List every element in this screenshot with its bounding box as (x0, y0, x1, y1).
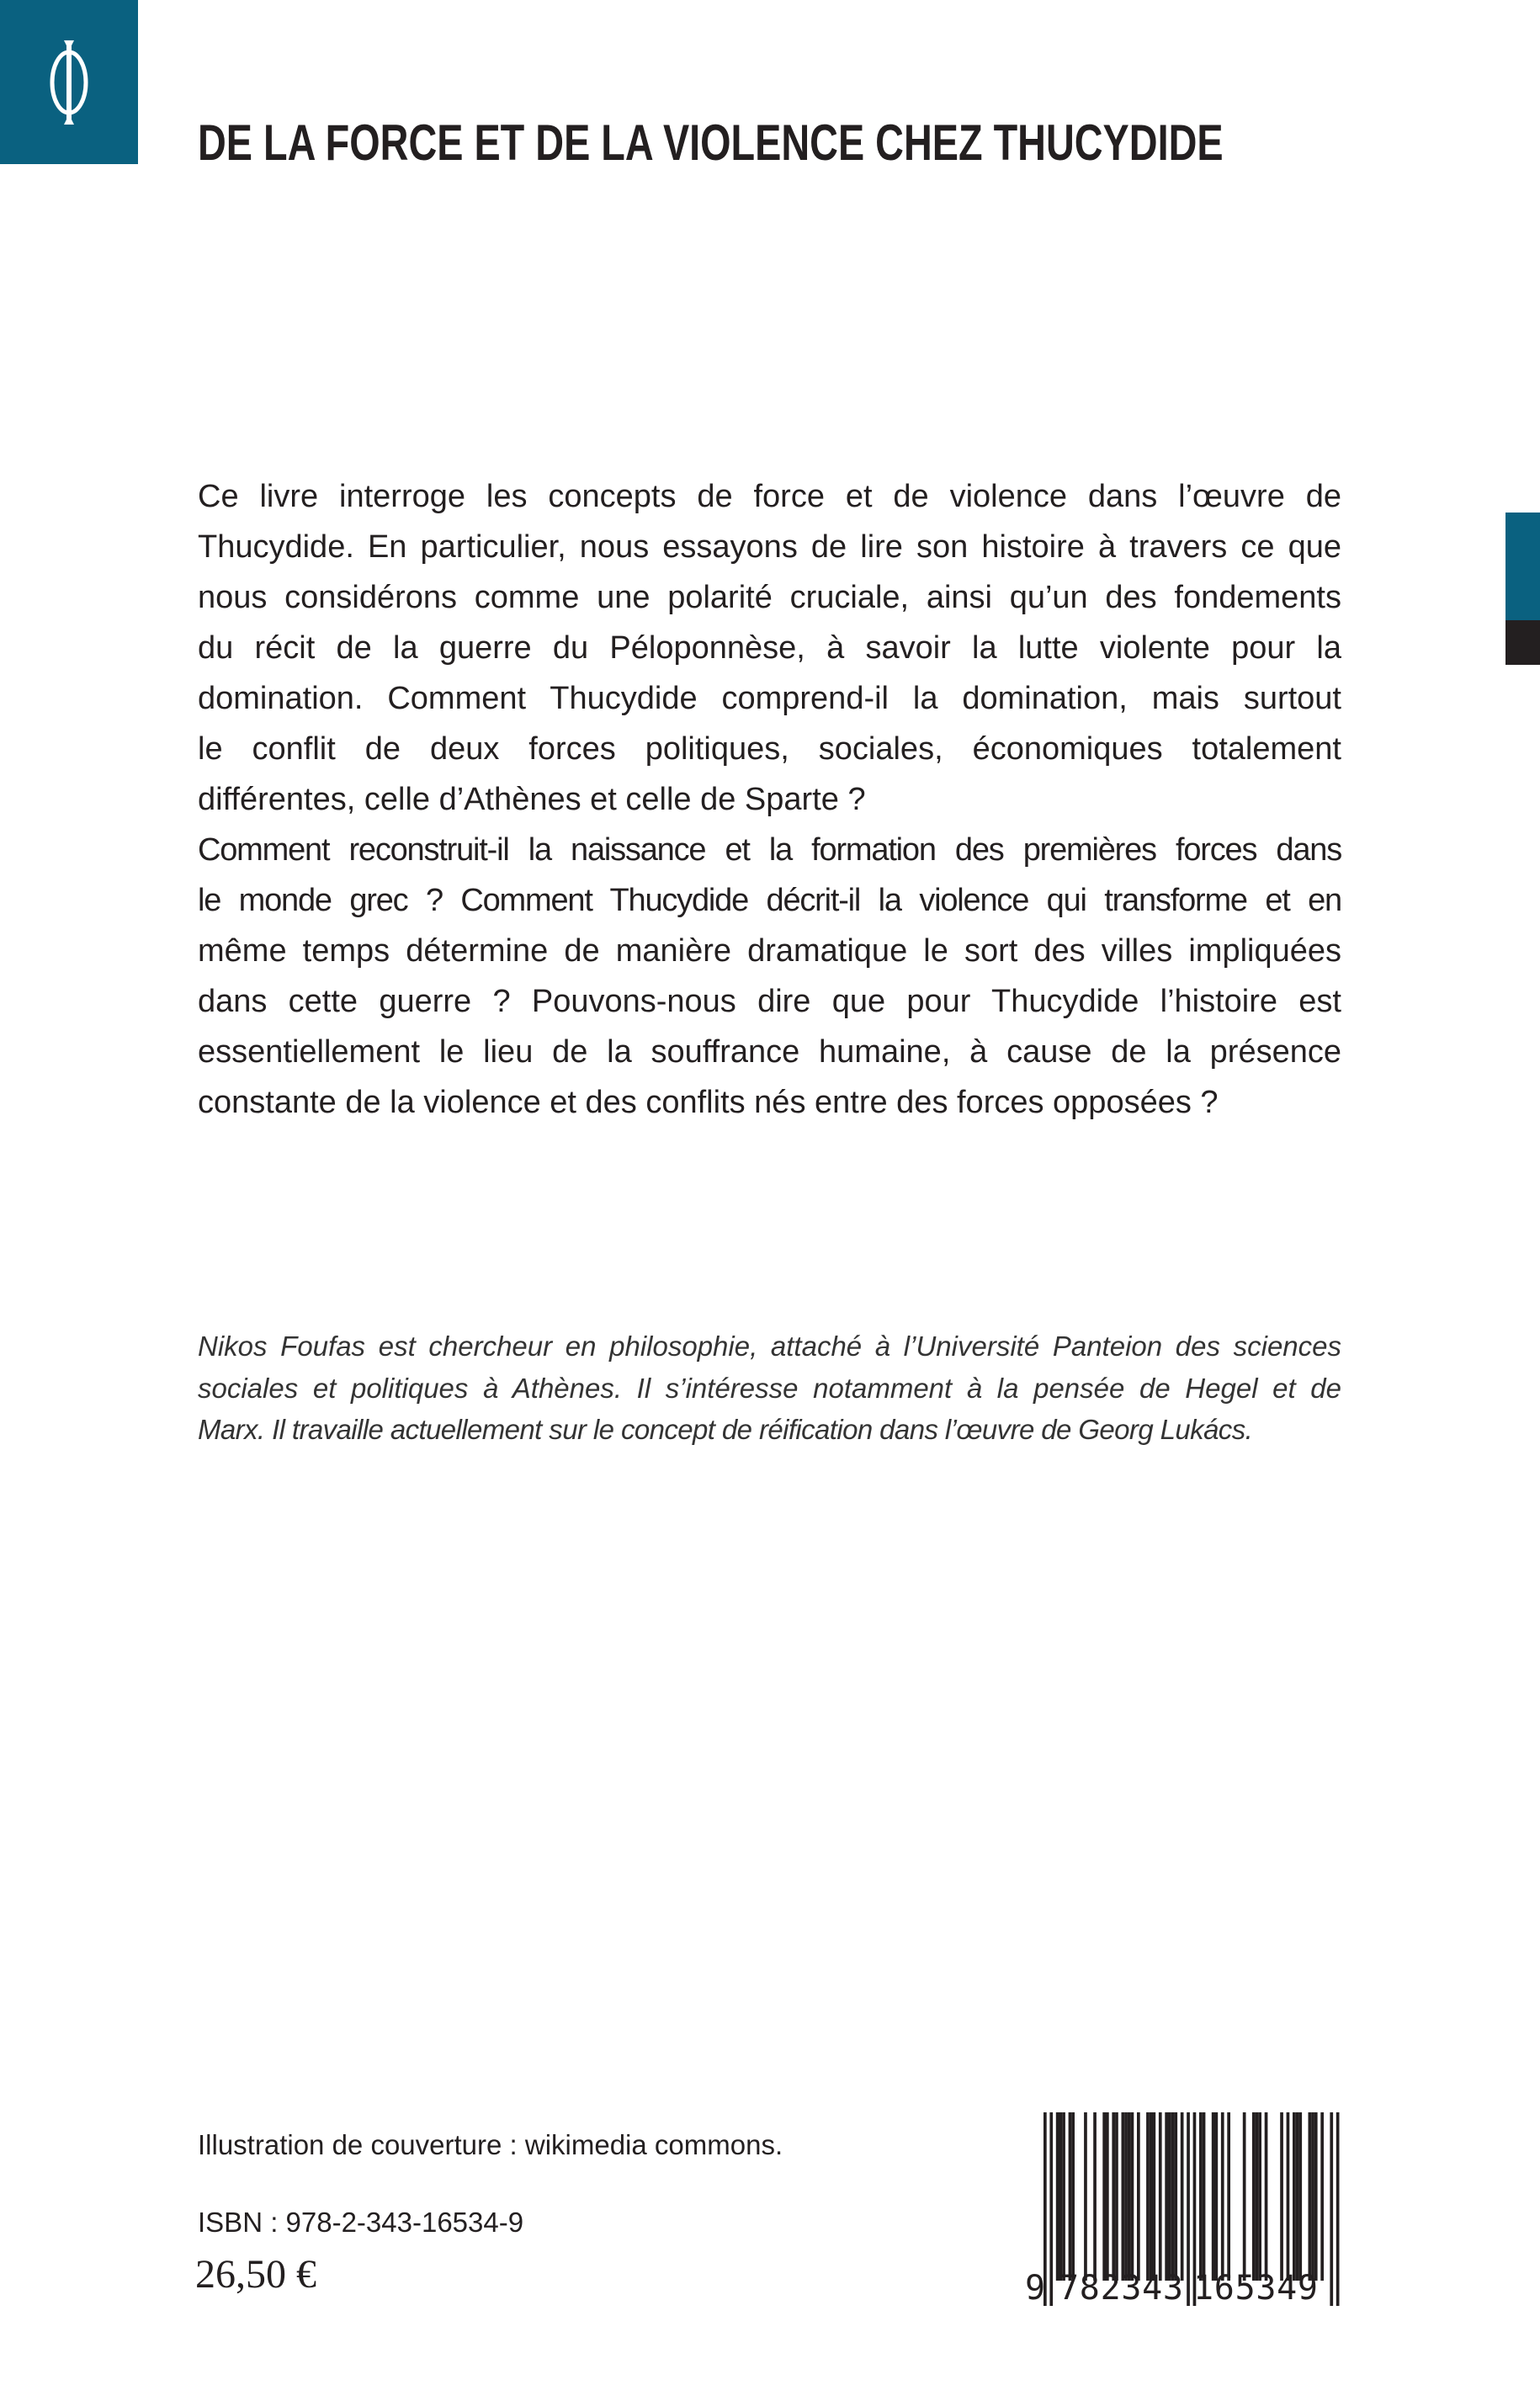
barcode-bar (1131, 2112, 1134, 2281)
barcode-bar (1330, 2112, 1333, 2306)
barcode-bar (1287, 2112, 1290, 2281)
barcode-bar (1199, 2112, 1203, 2281)
barcode-bar (1314, 2112, 1318, 2281)
barcode-bar (1258, 2112, 1261, 2281)
barcode-bar (1056, 2112, 1059, 2281)
barcode (1010, 2104, 1346, 2306)
summary-line: Comment reconstruit-il la naissance et la formation des premières forces dans (198, 832, 1341, 868)
barcode-first-digit: 9 (1025, 2269, 1046, 2306)
summary-line: domination. Comment Thucydide comprend-il la domination, mais surtout (198, 681, 1341, 716)
barcode-bar (1252, 2112, 1256, 2281)
summary-line: essentiellement le lieu de la souffrance humaine, à cause de la présence (198, 1034, 1341, 1070)
barcode-bar (1336, 2112, 1340, 2306)
bio-line: sociales et politiques à Athènes. Il s’intéresse notamment à la pensée de Hegel et de (198, 1372, 1341, 1404)
barcode-bar (1084, 2112, 1087, 2281)
barcode-bar (1115, 2112, 1118, 2281)
publisher-logo (0, 0, 138, 164)
summary-line: le conflit de deux forces politiques, sociales, économiques totalement (198, 731, 1341, 767)
barcode-bar (1298, 2112, 1302, 2281)
barcode-bar (1171, 2112, 1175, 2281)
barcode-bar (1227, 2112, 1230, 2281)
barcode-bar (1153, 2112, 1156, 2281)
summary-text (198, 471, 1341, 1128)
price: 26,50 € (195, 2252, 316, 2297)
summary-line: même temps détermine de manière dramatique le sort des villes impliquées (198, 933, 1341, 969)
cover-credit: Illustration de couverture : wikimedia commons. (198, 2129, 783, 2160)
spine-tab-teal (1505, 513, 1540, 620)
barcode-bar (1159, 2112, 1162, 2281)
phi-icon (32, 39, 106, 126)
barcode-bar (1137, 2112, 1140, 2281)
barcode-bar (1265, 2112, 1268, 2281)
barcode-bar (1112, 2112, 1115, 2281)
summary-line: dans cette guerre ? Pouvons-nous dire que pour Thucydide l’histoire est (198, 984, 1341, 1019)
barcode-bar (1320, 2112, 1324, 2281)
barcode-bar (1106, 2112, 1109, 2281)
barcode-bar (1093, 2112, 1097, 2281)
barcode-bar (1062, 2112, 1065, 2281)
isbn: ISBN : 978-2-343-16534-9 (198, 2207, 524, 2238)
barcode-bar (1215, 2112, 1219, 2281)
barcode-bar (1243, 2112, 1246, 2281)
barcode-bar (1311, 2112, 1314, 2281)
barcode-bar (1168, 2112, 1171, 2281)
barcode-bar (1309, 2112, 1312, 2281)
spine-tab-dark (1505, 620, 1540, 665)
barcode-bar (1069, 2112, 1072, 2281)
author-bio (198, 1325, 1341, 1451)
barcode-bar (1256, 2112, 1259, 2281)
summary-line: différentes, celle d’Athènes et celle de Sparte ? (198, 782, 866, 817)
barcode-bar (1049, 2112, 1053, 2306)
bio-text: est chercheur en philosophie, attaché à l’Université Panteion des sciences (365, 1331, 1342, 1362)
summary-line: le monde grec ? Comment Thucydide décrit-il la violence qui transforme et en (198, 883, 1341, 918)
barcode-left-digits: 782343 (1059, 2269, 1183, 2306)
barcode-bar (1203, 2112, 1206, 2281)
barcode-bar (1165, 2112, 1168, 2281)
author-name: Nikos Foufas (198, 1331, 366, 1362)
barcode-bar (1181, 2112, 1184, 2281)
barcode-bar (1059, 2112, 1063, 2281)
summary-line: nous considérons comme une polarité cruciale, ainsi qu’un des fondements (198, 580, 1341, 615)
barcode-bar (1150, 2112, 1153, 2281)
summary-line: Thucydide. En particulier, nous essayons de lire son histoire à travers ce que (198, 529, 1341, 565)
barcode-bar (1124, 2112, 1128, 2281)
summary-line: du récit de la guerre du Péloponnèse, à savoir la lutte violente pour la (198, 630, 1341, 666)
barcode-bar (1146, 2112, 1150, 2281)
barcode-bar (1221, 2112, 1224, 2281)
barcode-bar (1280, 2112, 1283, 2281)
barcode-right-digits: 165349 (1193, 2269, 1318, 2306)
barcode-bar (1071, 2112, 1075, 2281)
barcode-bar (1122, 2112, 1125, 2281)
barcode-bar (1296, 2112, 1299, 2281)
bio-line: Marx. Il travaille actuellement sur le concept de réification dans l’œuvre de Georg Lukács. (198, 1414, 1253, 1445)
summary-line: Ce livre interroge les concepts de force et de violence dans l’œuvre de (198, 479, 1341, 514)
barcode-bar (1187, 2112, 1190, 2306)
barcode-bar (1212, 2112, 1215, 2281)
barcode-bar (1293, 2112, 1296, 2281)
barcode-bar (1102, 2112, 1106, 2281)
summary-line: constante de la violence et des conflits nés entre des forces opposées ? (198, 1085, 1219, 1120)
book-title: DE LA FORCE ET DE LA VIOLENCE CHEZ THUCYDIDE (198, 114, 1224, 171)
bio-line (198, 1325, 1341, 1368)
barcode-bar (1128, 2112, 1131, 2281)
barcode-bar (1174, 2112, 1177, 2281)
